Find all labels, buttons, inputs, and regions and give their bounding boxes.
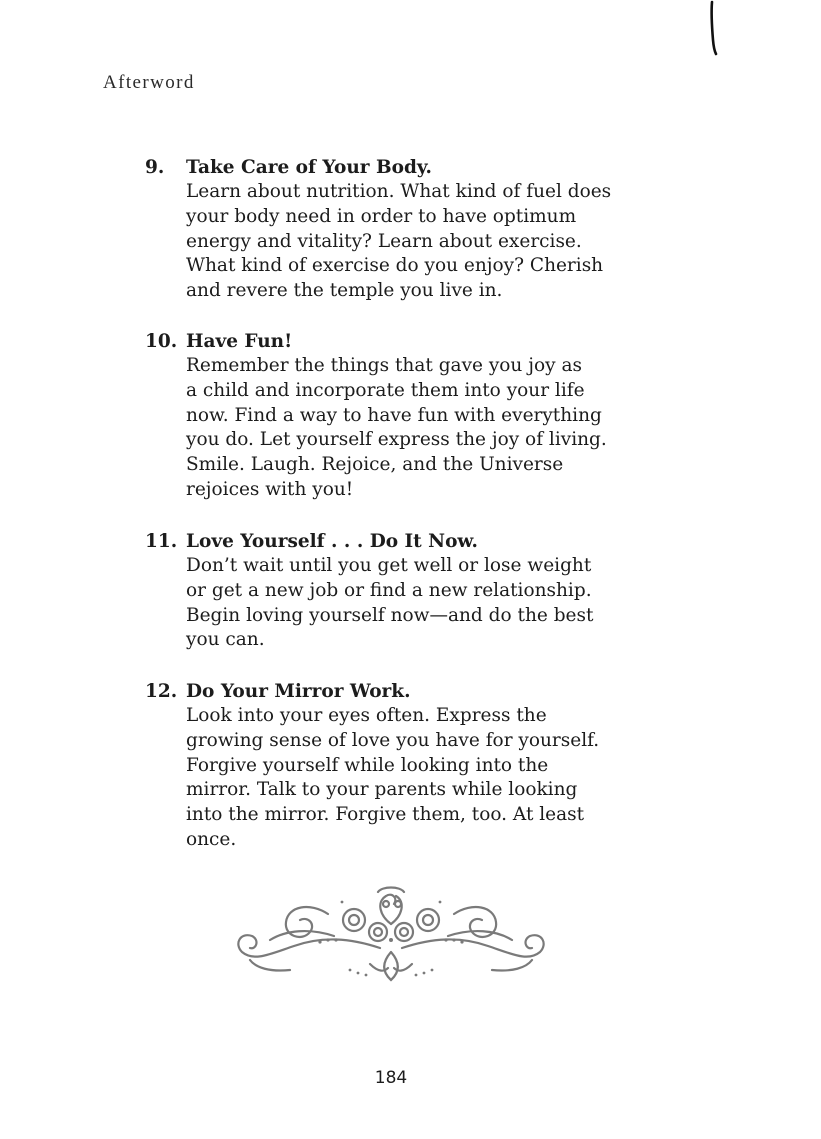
body-line: Learn about nutrition. What kind of fuel does: [186, 181, 612, 202]
body-line: Don’t wait until you get well or lose weight: [186, 555, 592, 576]
running-head: Afterword: [103, 72, 195, 93]
item-number: 11.: [145, 531, 178, 552]
item-body: [186, 554, 645, 653]
list-item: [145, 155, 645, 304]
body-line: Forgive yourself while looking into the: [186, 754, 549, 776]
body-line: energy and vitality? Learn about exercise.: [186, 230, 582, 252]
item-number: 10.: [145, 331, 178, 352]
body-line: into the mirror. Forgive them, too. At least: [186, 804, 585, 826]
item-number: 12.: [145, 681, 178, 702]
list-item: [145, 329, 645, 503]
list-item: [145, 529, 645, 653]
page-number: 184: [374, 1068, 408, 1088]
decorative-flourish-ornament: [230, 880, 552, 986]
body-line: your body need in order to have optimum: [186, 205, 577, 227]
item-title: Have Fun!: [186, 331, 293, 352]
body-line: Look into your eyes often. Express the: [186, 705, 547, 726]
body-line: you can.: [186, 629, 265, 651]
body-line: once.: [186, 828, 237, 850]
body-line: growing sense of love you have for yourself.: [186, 729, 600, 751]
item-title: Do Your Mirror Work.: [186, 681, 411, 702]
item-title: Take Care of Your Body.: [186, 157, 432, 178]
body-line: you do. Let yourself express the joy of living.: [186, 429, 607, 451]
list-item: [145, 679, 645, 853]
body-line: Remember the things that gave you joy as: [186, 355, 582, 376]
corner-pen-mark: [707, 0, 719, 56]
item-body: [186, 180, 645, 304]
body-line: Smile. Laugh. Rejoice, and the Universe: [186, 454, 564, 476]
item-number: 9.: [145, 157, 165, 178]
body-line: What kind of exercise do you enjoy? Cherish: [186, 255, 604, 277]
body-line: Begin loving yourself now—and do the best: [186, 604, 594, 626]
body-line: rejoices with you!: [186, 478, 354, 500]
body-line: or get a new job or find a new relationship.: [186, 579, 592, 601]
item-title: Love Yourself . . . Do It Now.: [186, 531, 478, 552]
body-line: a child and incorporate them into your life: [186, 379, 585, 401]
body-line: mirror. Talk to your parents while looking: [186, 779, 578, 801]
item-body: [186, 354, 645, 503]
body-line: now. Find a way to have fun with everything: [186, 404, 602, 426]
item-body: [186, 704, 645, 853]
body-line: and revere the temple you live in.: [186, 280, 503, 302]
